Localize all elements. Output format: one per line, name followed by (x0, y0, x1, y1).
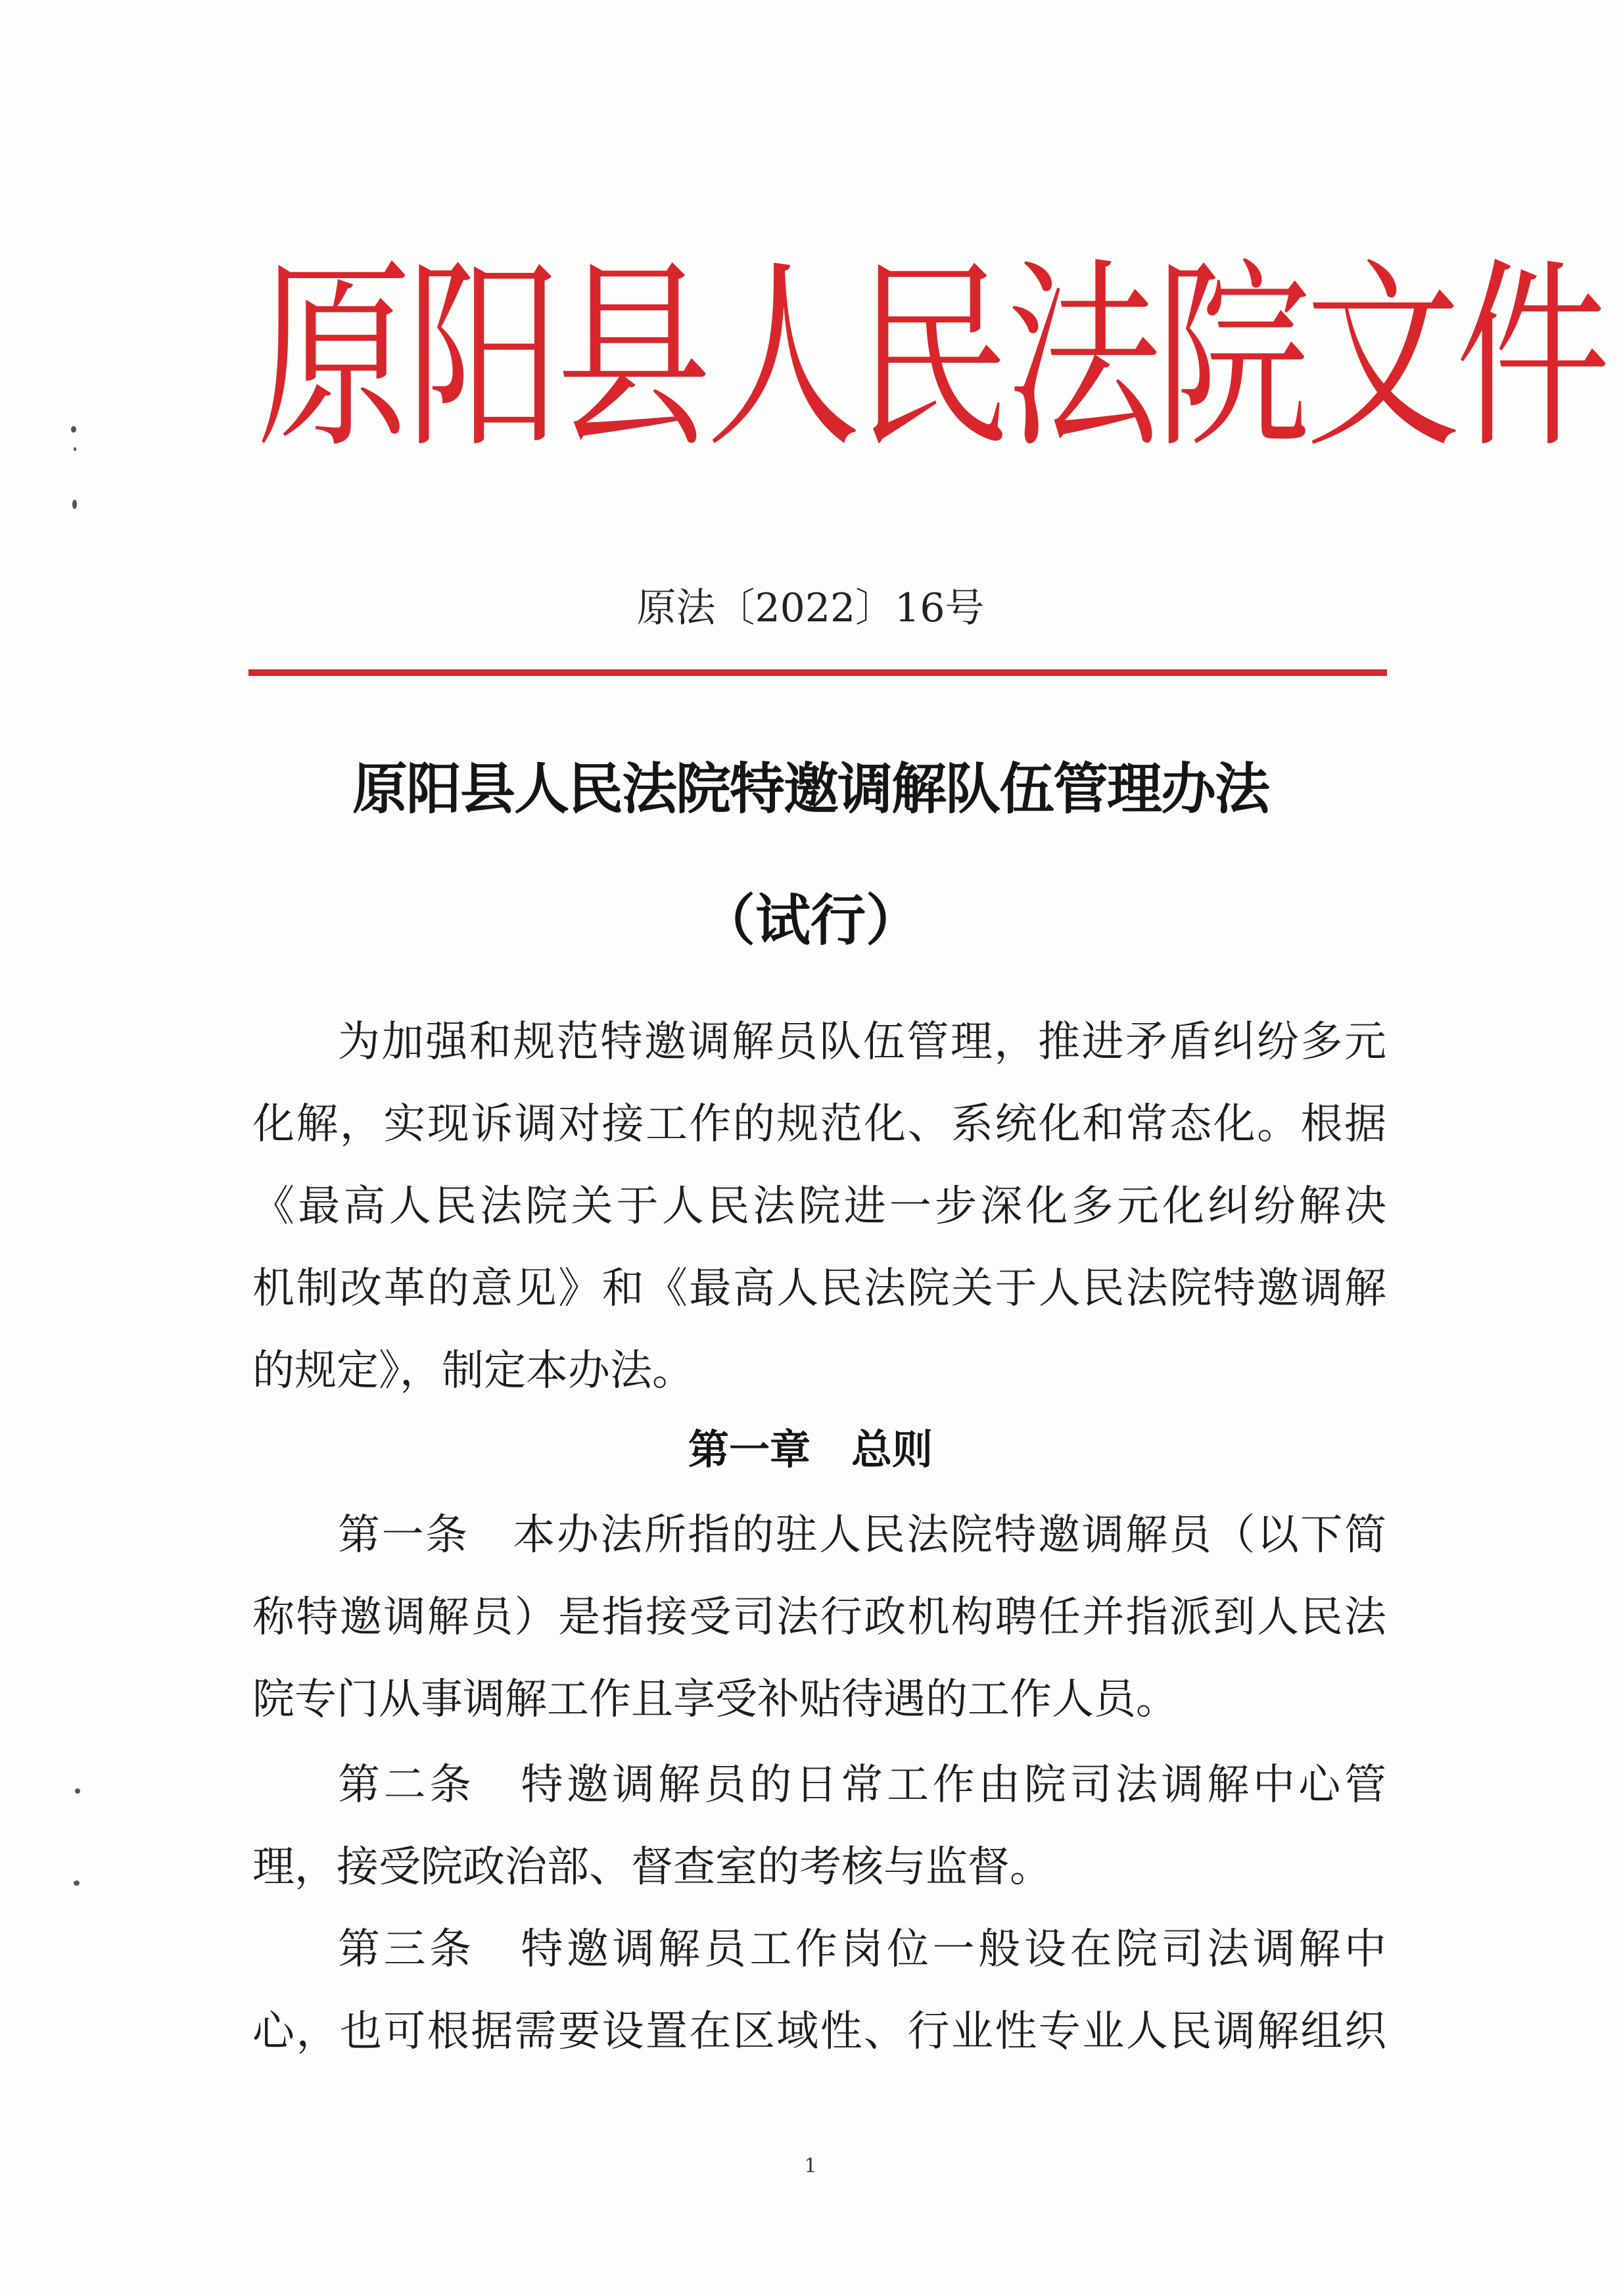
scan-speck (74, 447, 76, 451)
preamble-line: 的规定》，制定本办法。 (252, 1347, 694, 1395)
article-line: 心，也可根据需要设置在区域性、行业性专业人民调解组织 (252, 2007, 1386, 2056)
article-line: 称特邀调解员）是指接受司法行政机构聘任并指派到人民法 (252, 1593, 1386, 1642)
preamble-line: 化解，实现诉调对接工作的规范化、系统化和常态化。根据 (252, 1100, 1386, 1149)
document-title: 原阳县人民法院特邀调解队伍管理办法 (352, 756, 1269, 821)
masthead: 原阳县人民法院文件 (256, 240, 1606, 476)
preamble-line: 《最高人民法院关于人民法院进一步深化多元化纠纷解决 (252, 1182, 1386, 1231)
preamble-line: 为加强和规范特邀调解员队伍管理，推进矛盾纠纷多元 (338, 1018, 1386, 1066)
document-number: 原法〔2022〕16号 (636, 585, 985, 631)
article-line: 第二条 特邀调解员的日常工作由院司法调解中心管 (338, 1761, 1386, 1809)
chapter-heading: 第一章 总则 (688, 1425, 933, 1473)
scan-speck (75, 1788, 80, 1794)
scan-speck (74, 1880, 80, 1886)
article-line: 第一条 本办法所指的驻人民法院特邀调解员（以下简 (338, 1511, 1386, 1560)
document-subtitle: （试行） (699, 888, 921, 953)
article-line: 院专门从事调解工作且享受补贴待遇的工作人员。 (252, 1675, 1178, 1724)
red-separator-rule (248, 669, 1387, 676)
preamble-line: 机制改革的意见》和《最高人民法院关于人民法院特邀调解 (252, 1264, 1386, 1313)
scan-speck (71, 426, 76, 433)
scan-speck (72, 500, 77, 509)
article-line: 理，接受院政治部、督查室的考核与监督。 (252, 1843, 1052, 1892)
page-number: 1 (804, 2155, 817, 2178)
article-line: 第三条 特邀调解员工作岗位一般设在院司法调解中 (338, 1925, 1386, 1974)
